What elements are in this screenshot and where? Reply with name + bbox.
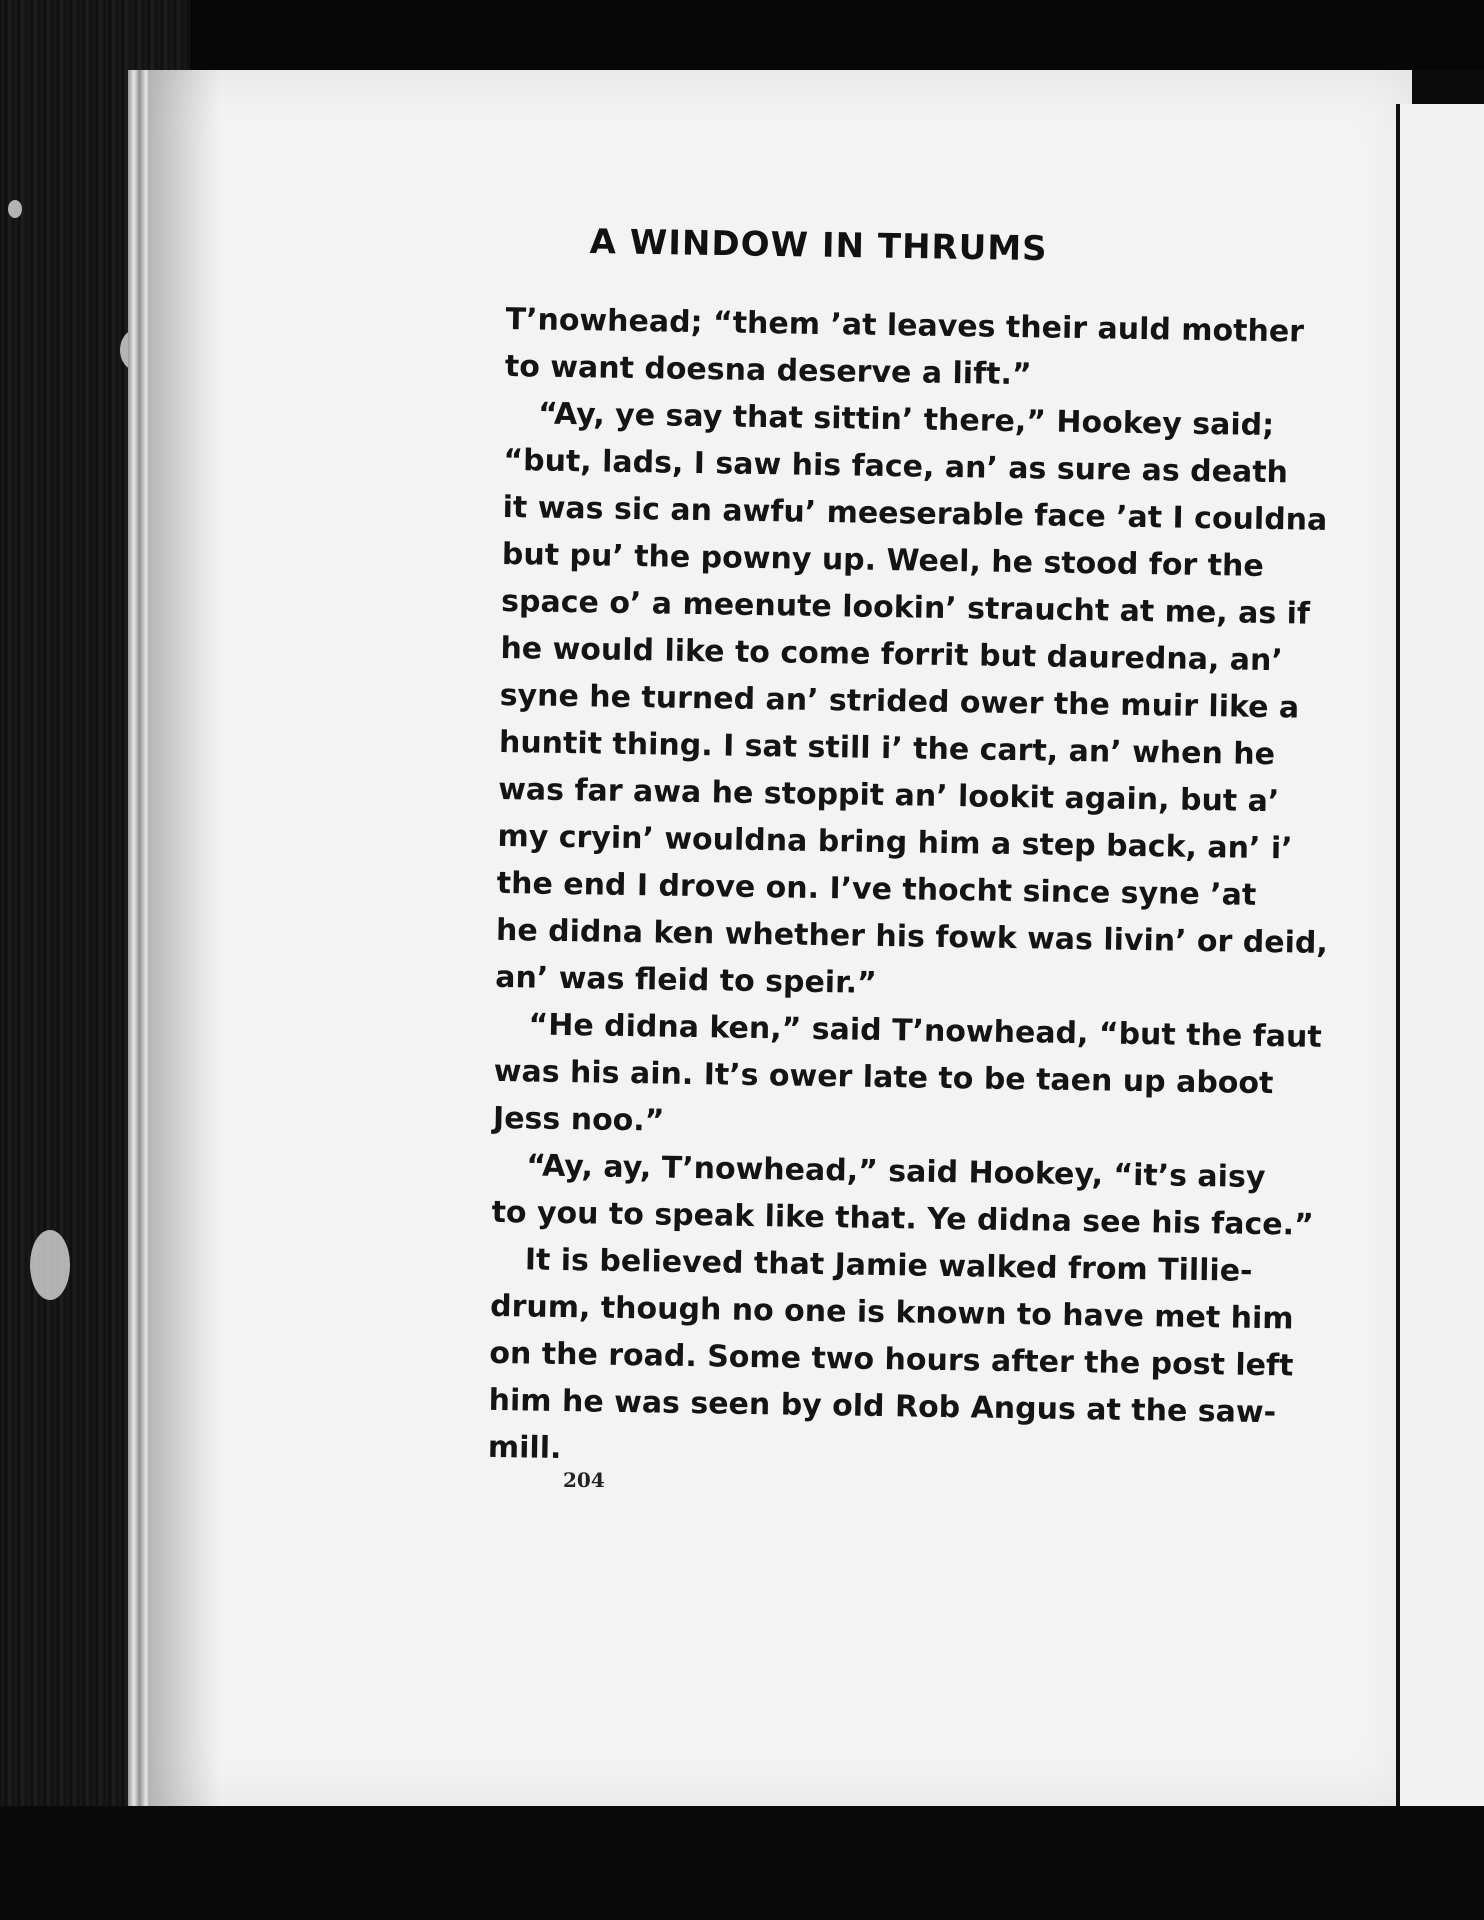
text-line: he would like to come forrit but dauredna, an’ — [500, 630, 1284, 679]
text-line: was far awa he stoppit an’ lookit again, but a’ — [497, 771, 1280, 820]
text-line: T’nowhead; “them ’at leaves their auld mother — [505, 301, 1305, 350]
adjacent-page-strip — [1400, 104, 1484, 1810]
text-line: but pu’ the powny up. Weel, he stood for the — [501, 536, 1265, 584]
text-line: to you to speak like that. Ye didna see his face.” — [491, 1194, 1314, 1243]
text-line: syne he turned an’ strided ower the muir like a — [499, 677, 1300, 726]
text-line: was his ain. It’s ower late to be taen up aboot — [493, 1053, 1274, 1102]
text-line: to want doesna deserve a lift.” — [504, 348, 1032, 393]
text-line: Jess noo.” — [492, 1100, 665, 1139]
text-line: “Ay, ye say that sittin’ there,” Hookey said; — [537, 396, 1275, 444]
text-line: “but, lads, I saw his face, an’ as sure as death — [503, 442, 1289, 491]
text-line: space o’ a meenute lookin’ straucht at me, as if — [500, 583, 1311, 632]
bottom-dark-band — [0, 1806, 1484, 1920]
page-number: 204 — [563, 1468, 605, 1492]
text-line: on the road. Some two hours after the post left — [489, 1335, 1294, 1384]
text-line: “He didna ken,” said T’nowhead, “but the faut — [528, 1007, 1322, 1055]
text-line: drum, though no one is known to have met him — [489, 1288, 1294, 1337]
body-text — [488, 296, 1346, 1484]
speck — [30, 1230, 70, 1300]
text-line: it was sic an awfu’ meeserable face ’at I couldna — [502, 489, 1328, 538]
text-line: an’ was fleid to speir.” — [495, 959, 878, 1001]
text-line: him he was seen by old Rob Angus at the saw- — [488, 1382, 1277, 1431]
text-line: huntit thing. I sat still i’ the cart, an’ when he — [498, 724, 1276, 773]
text-line: “Ay, ay, T’nowhead,” said Hookey, “it’s aisy — [526, 1148, 1266, 1196]
text-line: the end I drove on. I’ve thocht since syne ’at — [496, 865, 1257, 913]
page-edge-strip — [128, 70, 140, 1810]
text-line: mill. — [487, 1429, 562, 1467]
top-dark-band — [150, 0, 1484, 70]
running-head: A WINDOW IN THRUMS — [589, 222, 1048, 270]
text-line: It is believed that Jamie walked from Tillie- — [524, 1242, 1253, 1289]
text-line: my cryin’ wouldna bring him a step back, an’ i’ — [497, 818, 1293, 867]
speck — [8, 200, 22, 218]
text-line: he didna ken whether his fowk was livin’ or deid, — [495, 912, 1329, 961]
